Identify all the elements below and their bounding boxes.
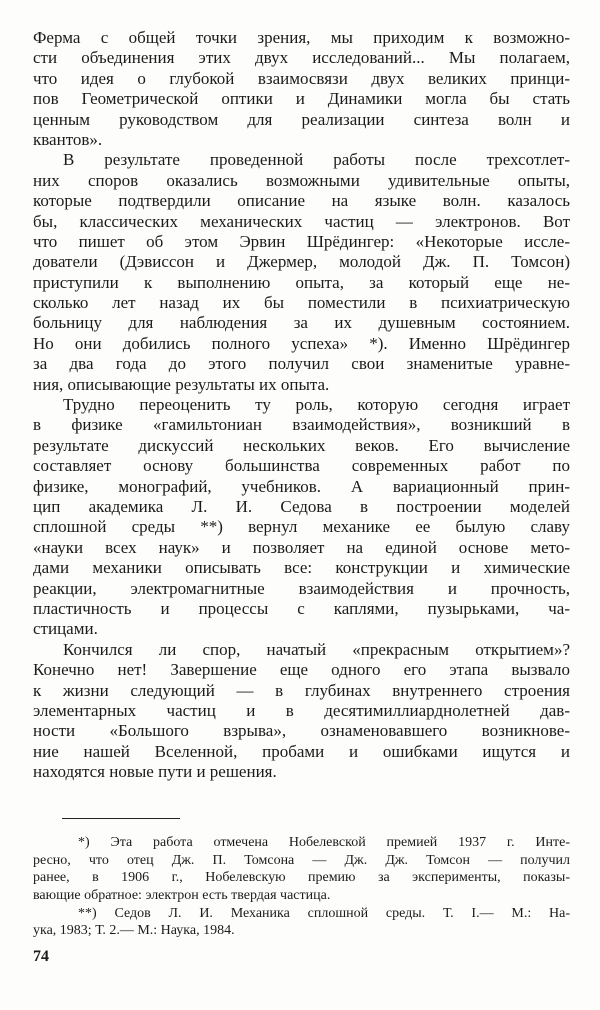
text-line: Конечно нет! Завершение еще одного его этапа вызвало: [33, 660, 570, 680]
text-line: за два года до этого получил свои знаменитые уравне-: [33, 354, 570, 374]
text-line: в физике «гамильтониан взаимодействия», возникший в: [33, 415, 570, 435]
text-line: Но они добились полного успеха» *). Именно Шрёдингер: [33, 333, 570, 353]
text-line: пластичность и процессы с каплями, пузырьками, ча-: [33, 598, 570, 618]
text-line: результате дискуссий нескольких веков. Его вычисление: [33, 435, 570, 455]
text-line: к жизни следующий — в глубинах внутреннего строения: [33, 680, 570, 700]
text-line: что идея о глубокой взаимосвязи двух великих принци-: [33, 68, 570, 88]
footnote-line: ука, 1983; Т. 2.— М.: Наука, 1984.: [33, 923, 235, 939]
text-line: пов Геометрической оптики и Динамики могла бы стать: [33, 89, 570, 109]
footnote-line: вающие обратное: электрон есть твердая частица.: [33, 888, 331, 904]
page-number: 74: [33, 948, 49, 965]
text-line: которые подтвердили описание на языке волн. казалось: [33, 191, 570, 211]
text-line: бы, классических механических частиц — электронов. Вот: [33, 211, 570, 231]
text-line: ние нашей Вселенной, пробами и ошибками ищутся и: [33, 741, 570, 761]
text-line: элементарных частиц и в десятимиллиарднолетней дав-: [33, 700, 570, 720]
text-line: стицами.: [33, 619, 98, 639]
main-text: [33, 28, 570, 782]
text-line: дами механики описывать все: конструкции и химические: [33, 558, 570, 578]
footnote-line: ресно, что отец Дж. П. Томсона — Дж. Дж. Томсон — получил: [33, 852, 570, 868]
text-line: приступили к выполнению опыта, за который еще не-: [33, 272, 570, 292]
text-line: сколько лет назад их бы поместили в психиатрическую: [33, 293, 570, 313]
text-line: сплошной среды **) вернул механике ее былую славу: [33, 517, 570, 537]
text-line: находятся новые пути и решения.: [33, 762, 277, 782]
text-line: квантов».: [33, 129, 103, 149]
text-line: физике, монографий, учебников. А вариационный прин-: [33, 476, 570, 496]
text-line: что пишет об этом Эрвин Шрёдингер: «Некоторые иссле-: [33, 231, 570, 251]
text-line: реакции, электромагнитные взаимодействия и прочность,: [33, 578, 570, 598]
text-line: ния, описывающие результаты их опыта.: [33, 374, 330, 394]
footnote-line: **) Седов Л. И. Механика сплошной среды. Т. I.— М.: На-: [78, 905, 570, 921]
footnotes: [33, 834, 570, 940]
text-line: «науки всех наук» и позволяет на единой основе мето-: [33, 537, 570, 557]
text-line: дователи (Дэвиссон и Джермер, молодой Дж. П. Томсон): [33, 252, 570, 272]
text-line: Трудно переоценить ту роль, которую сегодня играет: [63, 395, 570, 415]
text-line: составляет основу большинства современных работ по: [33, 456, 570, 476]
footnote-divider: [62, 818, 180, 819]
text-line: Кончился ли спор, начатый «прекрасным открытием»?: [63, 639, 570, 659]
text-line: цип академика Л. И. Седова в построении моделей: [33, 496, 570, 516]
footnote-line: *) Эта работа отмечена Нобелевской премией 1937 г. Инте-: [78, 835, 570, 850]
text-line: Ферма с общей точки зрения, мы приходим к возможно-: [33, 28, 570, 47]
text-line: больницу для наблюдения за их душевным состоянием.: [33, 313, 570, 333]
text-line: сти объединения этих двух исследований... Мы полагаем,: [33, 48, 570, 68]
footnote-line: ранее, в 1906 г., Нобелевскую премию за эксперименты, показы-: [33, 870, 570, 886]
text-line: ности «Большого взрыва», ознаменовавшего возникнове-: [33, 721, 570, 741]
text-line: ценным руководством для реализации синтеза волн и: [33, 109, 570, 129]
text-line: них споров оказались возможными удивительные опыты,: [33, 170, 570, 190]
text-line: В результате проведенной работы после трехсотлет-: [63, 150, 570, 170]
